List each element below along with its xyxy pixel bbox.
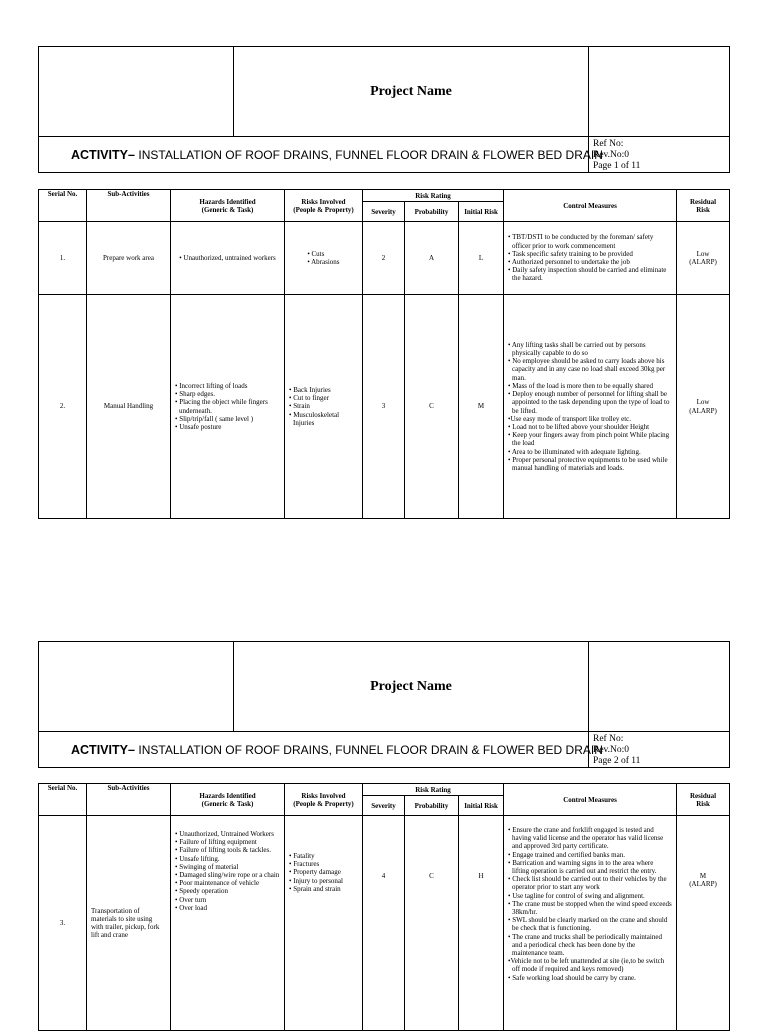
severity: 2 <box>363 222 405 295</box>
col-control-measures: Control Measures <box>504 190 677 222</box>
initial-risk: L <box>459 222 504 295</box>
residual-value: Low <box>696 249 710 258</box>
severity: 4 <box>363 816 405 1031</box>
hazard-item: • Slip/trip/fall ( same level ) <box>175 414 254 423</box>
control-item: • Proper personal protective equipments to be used while manual handling of materials and loads. <box>508 455 668 472</box>
hazard-item: • Damaged sling/wire rope or a chain <box>175 871 280 880</box>
col-residual-l1: Residual <box>690 197 717 206</box>
control-item: • Load not to be lifted above your shoulder Height <box>508 422 650 431</box>
table-row <box>39 222 730 295</box>
initial-risk: M <box>459 295 504 519</box>
control-item: • TBT/DSTI to be conducted by the foreman/ safety officer prior to work commencement <box>508 233 654 250</box>
control-item: • Authorized personnel to undertake the job <box>508 258 630 266</box>
col-risks-l2: (People & Property) <box>293 799 354 808</box>
activity-sep: – <box>127 742 139 757</box>
col-serial: Serial No. <box>39 784 87 816</box>
logo-cell <box>39 47 234 137</box>
control-item: • Daily safety inspection should be carried and eliminate the hazard. <box>508 266 667 283</box>
risk-table-page2 <box>38 783 730 1031</box>
col-severity: Severity <box>363 202 405 222</box>
hazard-item: • Unauthorized, untrained workers <box>179 253 276 262</box>
page2-header <box>38 641 730 768</box>
hazard-item: • Over turn <box>175 895 207 904</box>
risk-item: • Cuts <box>307 249 325 258</box>
col-hazards <box>171 190 285 222</box>
activity-text: INSTALLATION OF ROOF DRAINS, FUNNEL FLOOR DRAIN & FLOWER BED DRAIN <box>138 147 603 162</box>
project-name: Project Name <box>234 642 589 732</box>
col-residual <box>677 190 730 222</box>
col-serial: Serial No. <box>39 190 87 222</box>
table-row <box>39 295 730 519</box>
ref-no: Ref No: <box>593 734 624 744</box>
col-residual-l2: Risk <box>696 799 710 808</box>
col-hazards-l2: (Generic & Task) <box>201 205 254 214</box>
initial-risk: H <box>459 816 504 1031</box>
risks <box>285 295 363 519</box>
col-severity: Severity <box>363 796 405 816</box>
residual-risk <box>677 222 730 295</box>
risk-item: • Sprain and strain <box>289 884 341 893</box>
hazard-item: • Poor maintenance of vehicle <box>175 879 260 888</box>
ref-info <box>589 732 730 768</box>
risk-table-page1 <box>38 189 730 519</box>
hazard-item: • Unsafe posture <box>175 422 222 431</box>
hazard-item: • Swinging of material <box>175 862 239 871</box>
col-residual-l2: Risk <box>696 205 710 214</box>
control-measures <box>504 816 677 1031</box>
sub-activity: Transportation of materials to site using with trailer, pickup, fork lift and crane <box>87 816 171 1031</box>
control-item: • Task specific safety training to be provided <box>508 249 633 258</box>
activity-title <box>39 732 603 768</box>
control-item: • Area to be illuminated with adequate lighting. <box>508 447 641 456</box>
hazards <box>171 816 285 1031</box>
activity-sep: – <box>127 147 139 162</box>
hazard-item: • Unauthorized, Untrained Workers <box>175 830 274 838</box>
project-name: Project Name <box>234 47 589 137</box>
col-sub-activities: Sub-Activities <box>87 784 171 816</box>
col-probability: Probability <box>405 796 459 816</box>
severity: 3 <box>363 295 405 519</box>
serial-no: 1. <box>39 222 87 295</box>
control-measures <box>504 295 677 519</box>
control-item: • Engage trained and certified banks man. <box>508 850 625 859</box>
col-probability: Probability <box>405 202 459 222</box>
control-item: • Keep your fingers away from pinch point While placing the load <box>508 431 670 448</box>
residual-value: Low <box>696 398 710 407</box>
serial-no: 3. <box>39 816 87 1031</box>
blank-cell <box>589 47 730 137</box>
probability: C <box>405 295 459 519</box>
risk-item: • Back Injuries <box>289 385 331 394</box>
ref-info <box>589 137 730 173</box>
col-risks <box>285 190 363 222</box>
page1-header <box>38 46 730 173</box>
hazards <box>171 295 285 519</box>
control-measures <box>504 222 677 295</box>
residual-risk <box>677 295 730 519</box>
risk-item: • Abrasions <box>307 258 340 266</box>
control-item: •Use easy mode of transport like trolley etc. <box>508 414 631 423</box>
logo-cell <box>39 642 234 732</box>
risk-item: • Fatality <box>289 852 315 860</box>
col-risk-rating: Risk Rating <box>363 190 504 202</box>
activity-prefix: ACTIVITY <box>71 147 128 162</box>
hazard-item: • Speedy operation <box>175 887 228 896</box>
risk-item: • Fractures <box>289 860 320 869</box>
col-hazards-l1: Hazards Identified <box>199 197 256 206</box>
risk-item: • Musculoskeletal Injuries <box>289 410 340 427</box>
blank-cell <box>589 642 730 732</box>
hazard-item: • Over load <box>175 903 207 912</box>
probability: C <box>405 816 459 1031</box>
control-item: • Barrication and warning signs in to the area where lifting operation is carried out and restrict the entry. <box>508 858 657 876</box>
col-hazards-l2: (Generic & Task) <box>201 799 254 808</box>
residual-note: (ALARP) <box>689 258 717 266</box>
risk-item: • Strain <box>289 402 310 411</box>
hazard-item: • Sharp edges. <box>175 390 215 399</box>
col-risks-l1: Risks Involved <box>301 197 346 206</box>
control-item: • Check list should be carried out to their vehicles by the operator prior to start any work <box>508 875 667 892</box>
residual-note: (ALARP) <box>689 406 717 415</box>
col-risks <box>285 784 363 816</box>
activity-title <box>39 137 603 173</box>
risk-item: • Injury to personal <box>289 876 343 885</box>
table-row <box>39 816 730 1031</box>
sub-activity: Manual Handling <box>87 295 171 519</box>
col-risks-l2: (People & Property) <box>293 205 354 214</box>
control-item: • The crane must be stopped when the wind speed exceeds 38km/hr. <box>508 899 672 917</box>
rev-no: Rev.No:0 <box>593 745 630 755</box>
hazard-item: • Incorrect lifting of loads <box>175 381 248 390</box>
serial-no: 2. <box>39 295 87 519</box>
residual-value: M <box>699 872 707 880</box>
hazard-item: • Unsafe lifting. <box>175 854 220 863</box>
col-hazards-l1: Hazards Identified <box>199 791 256 800</box>
risks <box>285 222 363 295</box>
col-control-measures: Control Measures <box>504 784 677 816</box>
hazards <box>171 222 285 295</box>
ref-no: Ref No: <box>593 139 624 149</box>
page-number: Page 2 of 11 <box>593 756 641 766</box>
risks <box>285 816 363 1031</box>
page-number: Page 1 of 11 <box>593 161 641 171</box>
control-item: • Safe working load should be carry by crane. <box>508 973 636 982</box>
hazard-item: • Placing the object while fingers underneath. <box>175 398 268 415</box>
activity-prefix: ACTIVITY <box>71 742 128 757</box>
risk-item: • Cut to finger <box>289 394 329 403</box>
col-residual <box>677 784 730 816</box>
control-item: • No employee should be asked to carry loads above his capacity and in any case no load shall exceed 30kg per man. <box>508 357 666 382</box>
sub-activity: Prepare work area <box>87 222 171 295</box>
risk-item: • Property damage <box>289 868 341 877</box>
col-residual-l1: Residual <box>690 791 717 800</box>
col-risk-rating: Risk Rating <box>363 784 504 796</box>
col-initial-risk: Initial Risk <box>459 796 504 816</box>
hazard-item: • Failure of lifting tools & tackles. <box>175 846 271 855</box>
residual-risk <box>677 816 730 1031</box>
probability: A <box>405 222 459 295</box>
control-item: • The crane and trucks shall be periodically maintained and a periodical check has been done by the maintenance team. <box>508 932 662 958</box>
control-item: • Mass of the load is more then to be equally shared <box>508 381 653 390</box>
col-hazards <box>171 784 285 816</box>
activity-text: INSTALLATION OF ROOF DRAINS, FUNNEL FLOOR DRAIN & FLOWER BED DRAIN <box>138 742 603 757</box>
residual-note: (ALARP) <box>689 880 717 889</box>
hazard-item: • Failure of lifting equipment <box>175 838 257 847</box>
col-sub-activities: Sub-Activities <box>87 190 171 222</box>
control-item: •Vehicle not to be left unattended at site (ie,to be switch off mode if required and keys removed) <box>508 957 665 974</box>
control-item: • Ensure the crane and forklift engaged is tested and having valid license and the operator has valid license and approved 3rd party certificate. <box>508 826 664 851</box>
control-item: • SWL should be clearly marked on the crane and should be check that is functioning. <box>508 916 668 933</box>
control-item: • Any lifting tasks shall be carried out by persons physically capable to do so <box>508 340 646 358</box>
rev-no: Rev.No:0 <box>593 150 630 160</box>
col-initial-risk: Initial Risk <box>459 202 504 222</box>
col-risks-l1: Risks Involved <box>301 791 346 800</box>
control-item: • Use tagline for control of swing and alignment. <box>508 891 645 900</box>
control-item: • Deploy enough number of personnel for lifting shall be appointed to the task depending upon the type of load to be lifted. <box>508 390 670 415</box>
